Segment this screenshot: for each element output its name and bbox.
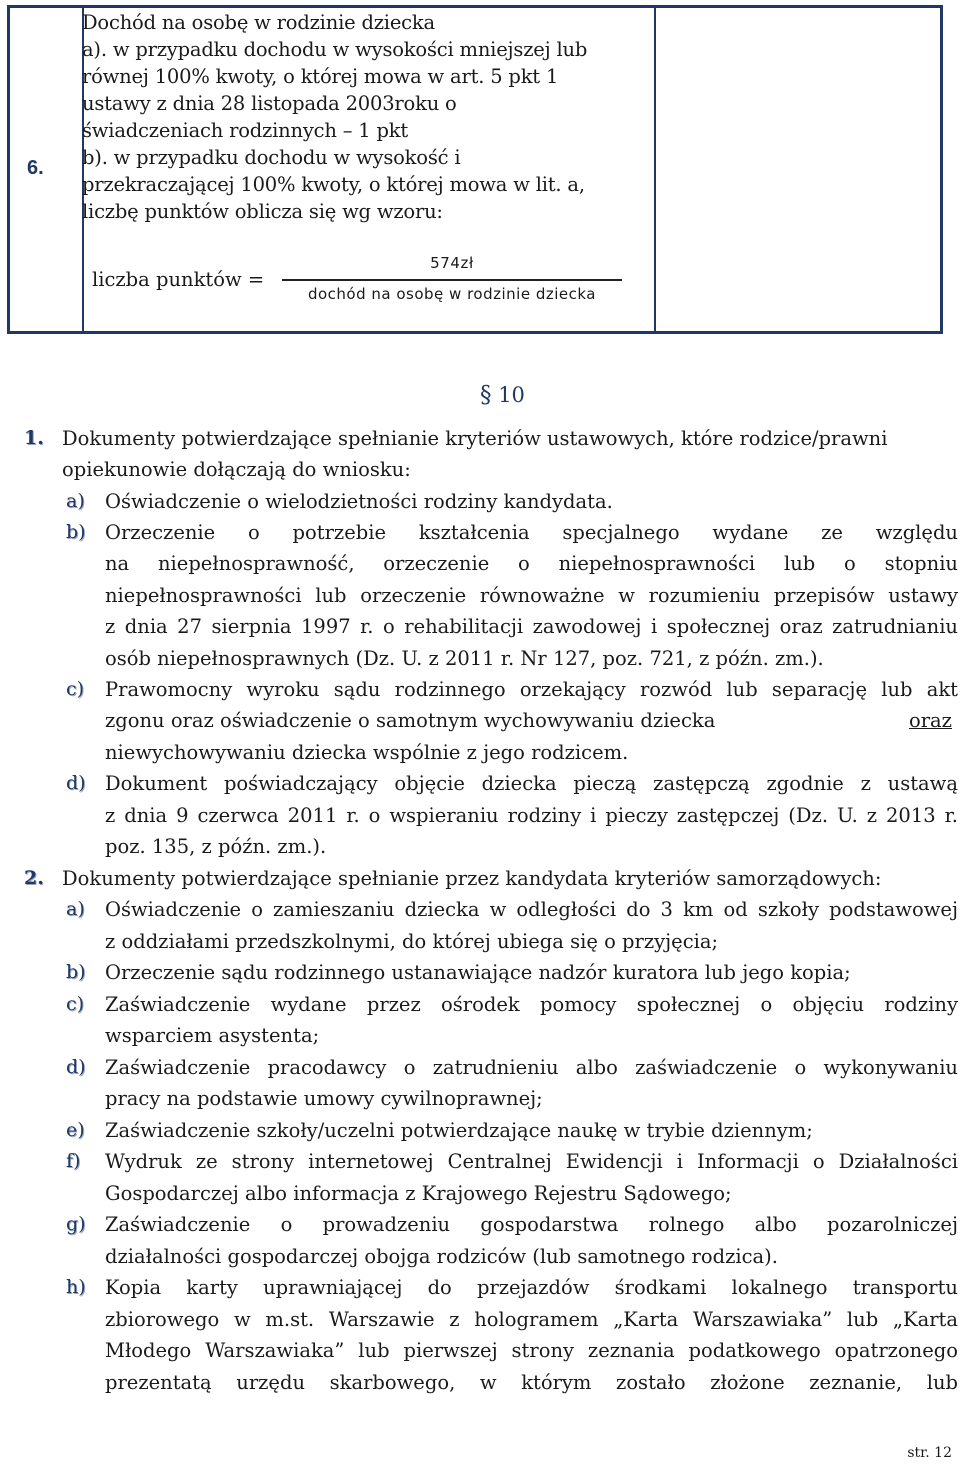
list-item-text: niewychowywaniu dziecka wspólnie z jego rodzicem. (105, 741, 629, 764)
list-item-text: oraz (909, 709, 952, 732)
list-letter: b) (66, 521, 86, 543)
section-heading (480, 382, 525, 408)
list-letter: f) (66, 1150, 81, 1172)
list-item-text: działalności gospodarczej obojga rodziców (lub samotnego rodzica). (105, 1245, 778, 1268)
criteria-line: b). w przypadku dochodu w wysokość i (82, 146, 461, 169)
page-number: str. 12 (907, 1445, 952, 1461)
list-item-text: Zaświadczenie szkoły/uczelni potwierdzające naukę w trybie dziennym; (105, 1119, 813, 1142)
list-item-text: z oddziałami przedszkolnymi, do której ubiega się o przyjęcia; (105, 930, 719, 953)
list-number: 2. (24, 867, 44, 889)
list-letter: g) (66, 1213, 86, 1235)
list-letter: b) (66, 961, 86, 983)
list-item-text: Oświadczenie o wielodzietności rodziny kandydata. (105, 490, 613, 513)
list-item-text: osób niepełnosprawnych (Dz. U. z 2011 r. Nr 127, poz. 721, z późn. zm.). (105, 647, 824, 670)
list-number: 1. (24, 427, 44, 449)
criteria-description (82, 9, 642, 225)
points-formula (92, 250, 632, 310)
list-item-text: Orzeczenie o potrzebie kształcenia specjalnego wydane ze względu (105, 521, 958, 544)
row-number: 6. (27, 157, 44, 179)
list-item-text: Prawomocny wyroku sądu rodzinnego orzekający rozwód lub separację lub akt (105, 678, 958, 701)
formula-left-side: liczba punktów = (92, 268, 265, 291)
formula-denominator: dochód na osobę w rodzinie dziecka (307, 285, 596, 303)
list-letter: d) (66, 772, 86, 794)
list-item-text: na niepełnosprawność, orzeczenie o niepełnosprawności lub o stopniu (105, 552, 958, 575)
list-item-text: Orzeczenie sądu rodzinnego ustanawiające nadzór kuratora lub jego kopia; (105, 961, 851, 984)
list-item-text: zgonu oraz oświadczenie o samotnym wychowywaniu dziecka (105, 709, 716, 732)
column-divider (654, 8, 656, 331)
list-item-text: prezentatą urzędu skarbowego, w którym zostało złożone zeznanie, lub (105, 1371, 958, 1394)
fraction-bar (282, 279, 622, 281)
criteria-line: świadczeniach rodzinnych – 1 pkt (82, 119, 409, 142)
list-letter: d) (66, 1056, 86, 1078)
list-item-text: Młodego Warszawiaka” lub pierwszej strony zeznania podatkowego opatrzonego (105, 1339, 958, 1362)
criteria-line: przekraczającej 100% kwoty, o której mowa w lit. a, (82, 173, 585, 196)
list-item-text: Zaświadczenie pracodawcy o zatrudnieniu albo zaświadczenie o wykonywaniu (105, 1056, 958, 1079)
list-item-text: Zaświadczenie wydane przez ośrodek pomocy społecznej o objęciu rodziny (105, 993, 958, 1016)
formula-numerator: 574zł (430, 254, 474, 272)
list-item-text: poz. 135, z późn. zm.). (105, 835, 327, 858)
list-letter: a) (66, 898, 85, 920)
list-item-text: Dokumenty potwierdzające spełnianie kryteriów ustawowych, które rodzice/prawni (62, 427, 888, 450)
list-item-text: Oświadczenie o zamieszaniu dziecka w odległości do 3 km od szkoły podstawowej (105, 898, 958, 921)
list-letter: a) (66, 490, 85, 512)
list-item-text: Dokumenty potwierdzające spełnianie przez kandydata kryteriów samorządowych: (62, 867, 882, 890)
list-item-text: Zaświadczenie o prowadzeniu gospodarstwa rolnego albo pozarolniczej (105, 1213, 958, 1236)
criteria-line: równej 100% kwoty, o której mowa w art. 5 pkt 1 (82, 65, 559, 88)
criteria-line: Dochód na osobę w rodzinie dziecka (82, 11, 435, 34)
list-item-text: Kopia karty uprawniającej do przejazdów środkami lokalnego transportu (105, 1276, 958, 1299)
list-item-text: Dokument poświadczający objęcie dziecka pieczą zastępczą zgodnie z ustawą (105, 772, 958, 795)
criteria-line: a). w przypadku dochodu w wysokości mniejszej lub (82, 38, 588, 61)
list-item-text: niepełnosprawności lub orzeczenie równoważne w rozumieniu przepisów ustawy (105, 584, 958, 607)
section-symbol: § (480, 382, 492, 408)
list-item-text: Gospodarczej albo informacja z Krajowego Rejestru Sądowego; (105, 1182, 732, 1205)
list-letter: c) (66, 993, 85, 1015)
list-item-text: wsparciem asystenta; (105, 1024, 320, 1047)
list-item-text: pracy na podstawie umowy cywilnoprawnej; (105, 1087, 543, 1110)
criteria-line: ustawy z dnia 28 listopada 2003roku o (82, 92, 457, 115)
list-item-text: opiekunowie dołączają do wniosku: (62, 458, 411, 481)
list-letter: h) (66, 1276, 86, 1298)
list-item-text: z dnia 27 sierpnia 1997 r. o rehabilitacji zawodowej i społecznej oraz zatrudnianiu (105, 615, 958, 638)
section-number: 10 (498, 383, 525, 407)
list-item-text: Wydruk ze strony internetowej Centralnej Ewidencji i Informacji o Działalności (105, 1150, 958, 1173)
criteria-line: liczbę punktów oblicza się wg wzoru: (82, 200, 443, 223)
list-letter: c) (66, 678, 85, 700)
list-item-text: zbiorowego w m.st. Warszawie z hologramem „Karta Warszawiaka” lub „Karta (105, 1308, 958, 1331)
list-item-text: z dnia 9 czerwca 2011 r. o wspieraniu rodziny i pieczy zastępczej (Dz. U. z 2013 r. (105, 804, 958, 827)
list-letter: e) (66, 1119, 85, 1141)
